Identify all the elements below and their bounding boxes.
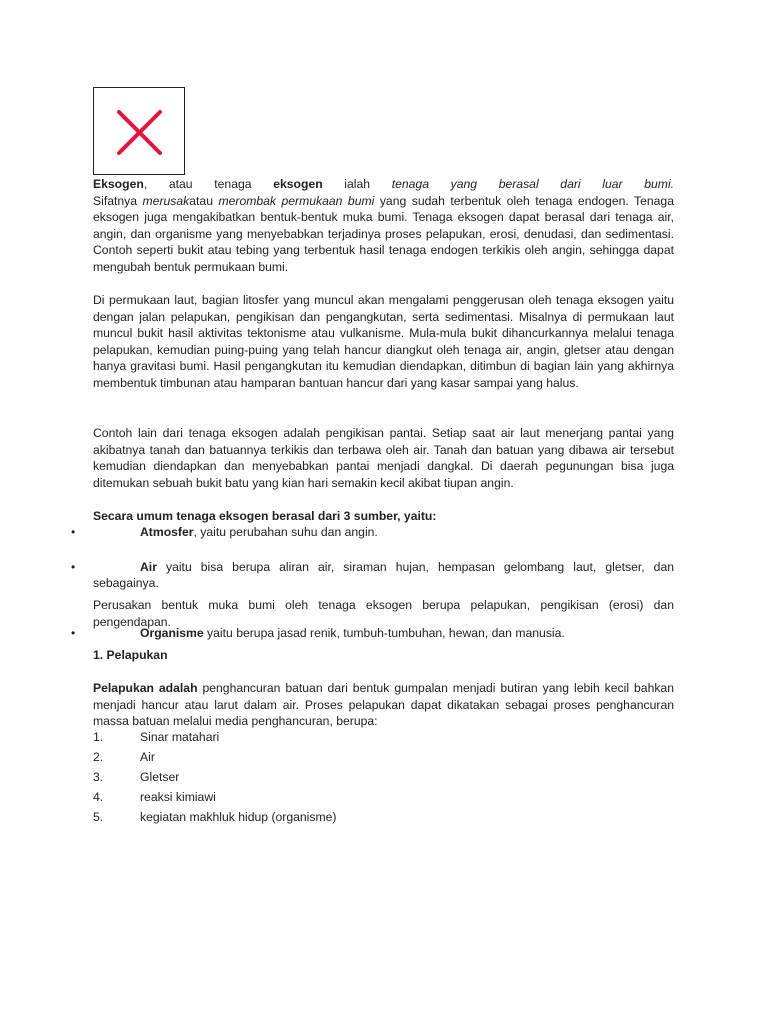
bullet-dot: • [71, 625, 76, 640]
list-item: 3. Gletser [93, 770, 180, 784]
italic-merusak: merusak [142, 193, 190, 208]
bullet-organisme: • Organisme yaitu berupa jasad renik, tumbuh-tumbuhan, hewan, dan manusia. [71, 625, 565, 640]
list-item: 2. Air [93, 750, 155, 764]
paragraph-litosfer: Di permukaan laut, bagian litosfer yang muncul akan mengalami penggerusan oleh tenaga eksogen yaitu dengan jalan pelapukan, pengikisan dan pengangkutan, serta sedimentasi. Misalnya di permukaan laut muncul bukit hasil aktivitas tektonisme atau vulkanisme. Mula-mula bukit dihancurkannya melalui tenaga pelapukan, kemudian puing-puing yang telah hancur diangkut oleh tenaga air, angin, gletser atau dengan hanya gravitasi bumi. Hasil pengangkutan itu kemudian diendapkan, ditimbun di bagian lain yang akhirnya membentuk timbunan atau hamparan bantuan hancur dari yang kasar sampai yang halus. [93, 293, 674, 390]
numbered-list [93, 729, 674, 829]
term-eksogen: Eksogen [93, 177, 144, 191]
list-item: 4. reaksi kimiawi [93, 790, 216, 804]
bullet-air: • Air yaitu bisa berupa aliran air, siraman hujan, hempasan gelombang laut, gletser, dan sebagainya. [71, 559, 674, 591]
paragraph-eksogen-definition: Eksogen, atau tenaga eksogen ialah tenaga yang berasal dari luar bumi. Sifatnya merusakatau merombak permukaan bumi yang sudah terbentuk oleh tenaga endogen. Tenaga eksogen juga mengakibatkan bentuk-bentuk muka bumi. Tenaga eksogen dapat berasal dari tenaga air, angin, dan organisme yang menyebabkan terjadinya proses pelapukan, erosi, denudasi, dan sedimentasi. Contoh seperti bukit atau tebing yang terbentuk hasil tenaga endogen terkikis oleh angin, sehingga dapat mengubah bentuk permukaan bumi. [93, 177, 675, 274]
term-eksogen-2: eksogen [273, 177, 323, 191]
list-item: 1. Sinar matahari [93, 730, 220, 744]
term-pelapukan: Pelapukan adalah [93, 681, 198, 695]
paragraph-pengikisan-pantai: Contoh lain dari tenaga eksogen adalah pengikisan pantai. Setiap saat air laut menerjang pantai yang akibatnya tanah dan batuannya terkikis dan terbawa oleh air. Tanah dan batuan yang dibawa air tersebut kemudian diendapkan dan menyebabkan pantai menjadi dangkal. Di daerah pegunungan bisa juga ditemukan sebuah bukit batu yang kian hari semakin kecil akibat tiupan angin. [93, 426, 674, 490]
section-heading-pelapukan: 1. Pelapukan [93, 648, 168, 662]
list-item: 5. kegiatan makhluk hidup (organisme) [93, 810, 337, 824]
paragraph-perusakan: Perusakan bentuk muka bumi oleh tenaga eksogen berupa pelapukan, pengikisan (erosi) dan pengendapan. [93, 598, 674, 629]
paragraph-pelapukan: Pelapukan adalah penghancuran batuan dari bentuk gumpalan menjadi butiran yang lebih kecil bahkan menjadi hancur atau larut dalam air. Proses pelapukan dapat dikatakan sebagai proses penghancuran massa batuan melalui media penghancuran, berupa: [93, 681, 674, 729]
bullet-atmosfer: • Atmosfer, yaitu perubahan suhu dan angin. [71, 525, 378, 539]
sources-heading: Secara umum tenaga eksogen berasal dari 3 sumber, yaitu: [93, 509, 437, 523]
bullet-dot: • [71, 525, 76, 539]
definition-italic: tenaga yang berasal dari luar bumi. [391, 177, 675, 191]
bullet-dot: • [71, 559, 76, 574]
broken-image-placeholder [93, 87, 185, 175]
broken-image-x-icon [94, 88, 184, 174]
definition-first-line: Eksogen, atau tenaga eksogen ialah tenaga yang berasal dari luar bumi. [93, 177, 675, 191]
italic-merombak: merombak permukaan bumi [218, 193, 375, 208]
